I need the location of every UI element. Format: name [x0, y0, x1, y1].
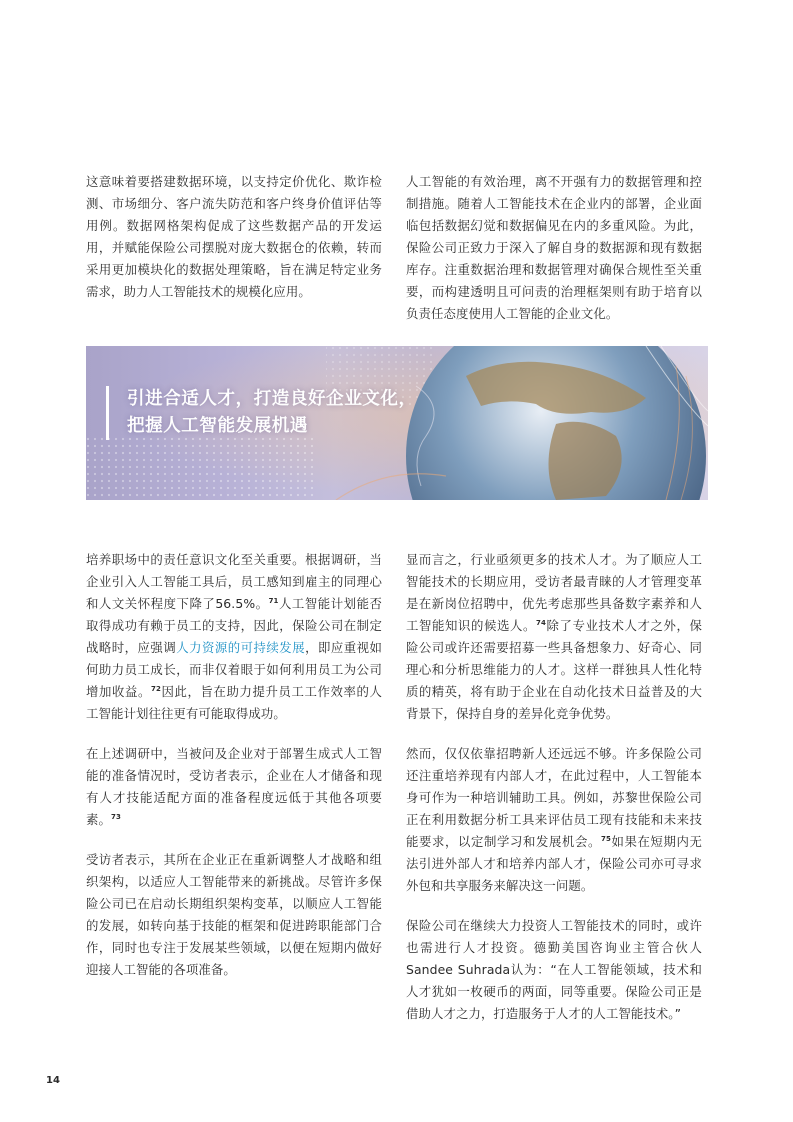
paragraph-genai-readiness	[86, 743, 382, 831]
footnote-ref-75[interactable]: 75	[601, 834, 611, 843]
text-segment: 因此，旨在助力提升员工工作效率的人工智能计划往往更有可能取得成功。	[86, 684, 383, 721]
text-segment: 如果在短期内无法引进外部人才和培养内部人才，保险公司亦可寻求外包和共享服务来解决这一问题。	[406, 834, 702, 893]
top-right-column	[406, 171, 702, 343]
text-segment: 然而，仅仅依靠招聘新人还远远不够。许多保险公司还注重培养现有内部人才，在此过程中，人工智能本身可作为一种培训辅助工具。例如，苏黎世保险公司正在利用数据分析工具来评估员工现有技能和未来技能要求，以定制学习和发展机会。	[406, 746, 702, 849]
hr-sustainability-link[interactable]: 人力资源的可持续发展	[176, 640, 306, 655]
footnote-ref-74[interactable]: 74	[536, 618, 546, 627]
paragraph-data-environment: 这意味着要搭建数据环境，以支持定价优化、欺诈检测、市场细分、客户流失防范和客户终身价值评估等用例。数据网格架构促成了这些数据产品的开发运用，并赋能保险公司摆脱对庞大数据仓的依赖，转而采用更加模块化的数据处理策略，旨在满足特定业务需求，助力人工智能技术的规模化应用。	[86, 174, 382, 299]
top-left-column	[86, 171, 382, 321]
footnote-ref-72[interactable]: 72	[151, 684, 161, 693]
text-segment: ，即应重视如何助力员工成长，而非仅着眼于如何利用员工为公司增加收益。	[86, 640, 383, 699]
text-segment: 显而言之，行业亟须更多的技术人才。为了顺应人工智能技术的长期应用，受访者最青睐的人才管理变革是在新岗位招聘中，优先考虑那些具备数字素养和人工智能知识的候选人。	[406, 552, 702, 633]
paragraph-responsibility-culture	[86, 549, 382, 725]
text-segment: 人工智能计划能否取得成功有赖于员工的支持，因此，保险公司在制定战略时，应强调	[86, 596, 382, 655]
paragraph-ai-governance: 人工智能的有效治理，离不开强有力的数据管理和控制措施。随着人工智能技术在企业内的部署，企业面临包括数据幻觉和数据偏见在内的多重风险。为此，保险公司正致力于深入了解自身的数据源和现有数据库存。注重数据治理和数据管理对确保合规性至关重要，而构建透明且可问责的治理框架则有助于培育以负责任态度使用人工智能的企业文化。	[406, 174, 702, 321]
paragraph-talent-investment: 保险公司在继续大力投资人工智能技术的同时，或许也需进行人才投资。德勤美国咨询业主管合伙人Sandee Suhrada认为：“在人工智能领域，技术和人才犹如一枚硬币的两面，同等重要。保险公司正是借助人才之力，打造服务于人才的人工智能技术。”	[406, 918, 702, 1021]
banner-title	[106, 386, 417, 440]
bottom-right-column	[406, 549, 702, 1043]
text-segment: 培养职场中的责任意识文化至关重要。根据调研，当企业引入人工智能工具后，员工感知到雇主的同理心和人文关怀程度下降了56.5%。	[86, 552, 382, 611]
paragraph-tech-talent	[406, 549, 702, 725]
text-segment: 在上述调研中，当被问及企业对于部署生成式人工智能的准备情况时，受访者表示，企业在人才储备和现有人才技能适配方面的准备程度远低于其他各项要素。	[86, 746, 382, 827]
section-banner	[86, 346, 708, 500]
banner-title-line-1: 引进合适人才，打造良好企业文化，	[127, 389, 417, 409]
footnote-ref-73[interactable]: 73	[110, 812, 121, 821]
paragraph-talent-strategy: 受访者表示，其所在企业正在重新调整人才战略和组织架构，以适应人工智能带来的新挑战。尽管许多保险公司已在启动长期组织架构变革，以顺应人工智能的发展，如转向基于技能的框架和促进跨职能部门合作，同时也专注于发展某些领域，以便在短期内做好迎接人工智能的各项准备。	[86, 852, 382, 977]
footnote-ref-71[interactable]: 71	[268, 596, 279, 605]
text-segment: 除了专业技术人才之外，保险公司或许还需要招募一些具备想象力、好奇心、同理心和分析思维能力的人才。这样一群独具人性化特质的精英，将有助于企业在自动化技术日益普及的大背景下，保持自身的差异化竞争优势。	[406, 618, 703, 721]
banner-title-line-2: 把握人工智能发展机遇	[127, 416, 308, 436]
bottom-left-column	[86, 549, 382, 999]
paragraph-internal-training	[406, 743, 702, 897]
page-number: 14	[46, 1075, 60, 1086]
